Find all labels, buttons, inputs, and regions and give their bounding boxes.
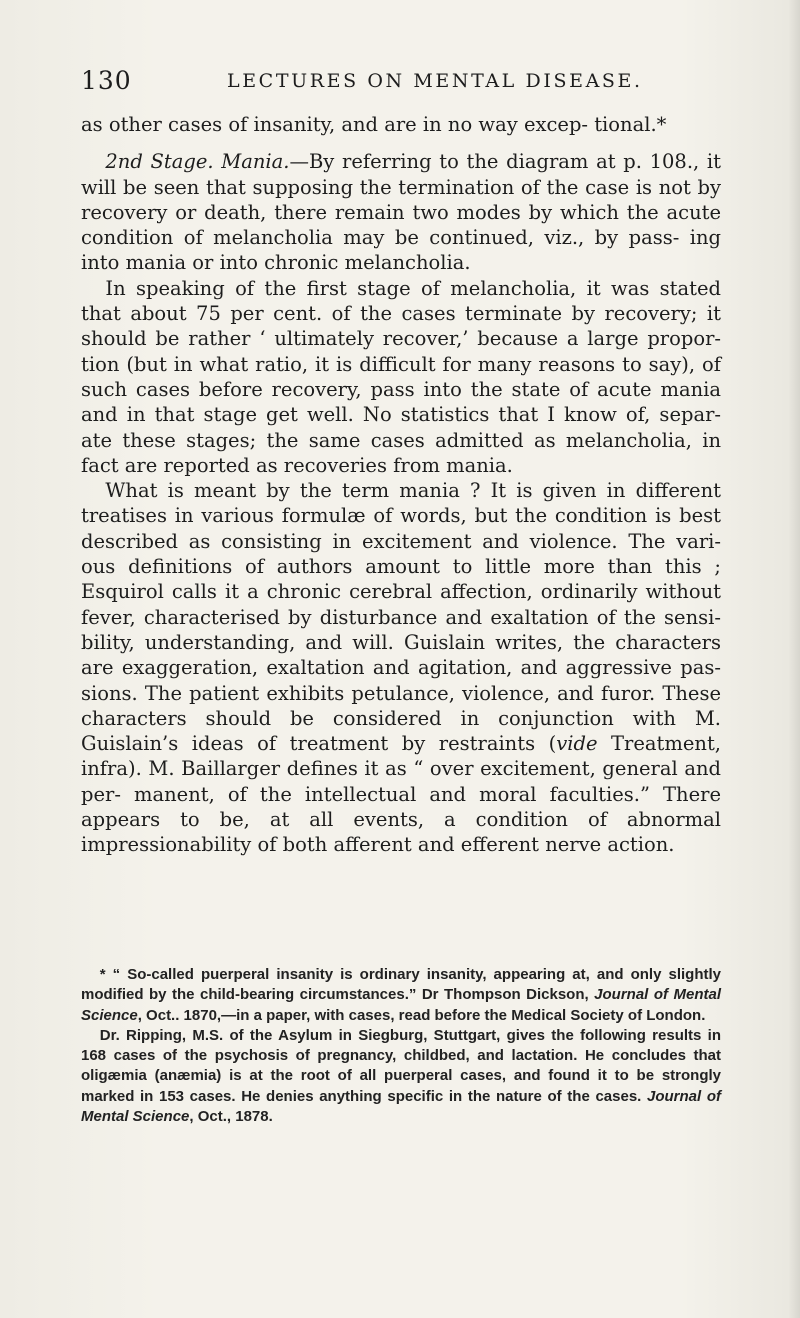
paragraph-second-stage [81, 149, 721, 275]
footnotes [81, 965, 721, 1127]
journal-title: Journal of Mental Science [81, 1087, 721, 1126]
page-edge-shadow [788, 0, 800, 1318]
page-header [81, 66, 721, 96]
italic-vide: vide [556, 732, 598, 756]
body-text [81, 112, 721, 858]
paragraph-mania-definition: What is meant by the term mania ? It is given in different treatises in various formulæ of words, but the condition is best described as consisting in excitement and violence. The vari- ous definitions of authors amount to little more than this ; Esquirol calls it a chronic cerebral affection, ordinarily without fever, characterised by disturbance and exaltation of the sensi- bility, understanding, and will. Guislain writes, the characters are exaggeration, exaltation and agitation, and aggressive pas- sions. The patient exhibits petulance, violence, and furor. These characters should be considered in conjunction with M. Guislain’s ideas of treatment by restraints (vide Treatment, infra). M. Baillarger defines it as “ over excitement, general and per- manent, of the intellectual and moral faculties.” There appears to be, at all events, a condition of abnormal impressionability of both afferent and efferent nerve action. [81, 479, 721, 857]
paragraph-continuation: as other cases of insanity, and are in no way excep- tional.* [81, 113, 667, 136]
paragraph-first-stage: In speaking of the first stage of melancholia, it was stated that about 75 per cent. of the cases terminate by recovery; it should be rather ‘ ultimately recover,’ because a large propor- tion (but in what ratio, it is difficult for many reasons to say), of such cases before recovery, pass into the state of acute mania and in that stage get well. No statistics that I know of, separ- ate these stages; the same cases admitted as melancholia, in fact are reported as recoveries from mania. [81, 276, 721, 477]
page-number: 130 [81, 66, 132, 95]
section-label: 2nd Stage. Mania. [105, 150, 290, 174]
paragraph-text: —By referring to the diagram at p. 108., it will be seen that supposing the termination of the case is not by recovery or death, there remain two modes by which the acute condition of melancholia may be continued, viz., by pass- ing into mania or into chronic melancholia. [81, 150, 721, 275]
footnote-1: * “ So-called puerperal insanity is ordinary insanity, appearing at, and only slightly modified by the child-bearing circumstances.” Dr Thompson Dickson, Journal of Mental Science, Oct.. 1870,—in a paper, with cases, read before the Medical Society of London. [81, 966, 721, 1024]
footnote-2: Dr. Ripping, M.S. of the Asylum in Siegburg, Stuttgart, gives the following results in 168 cases of the psychosis of pregnancy, childbed, and lactation. He concludes that oligæmia (anæmia) is at the root of all puerperal cases, and found it to be strongly marked in 153 cases. He denies anything specific in the nature of the cases. Journal of Mental Science, Oct., 1878. [81, 1026, 721, 1126]
journal-title: Journal of Mental Science [81, 986, 721, 1024]
running-head: LECTURES ON MENTAL DISEASE. [227, 70, 643, 92]
